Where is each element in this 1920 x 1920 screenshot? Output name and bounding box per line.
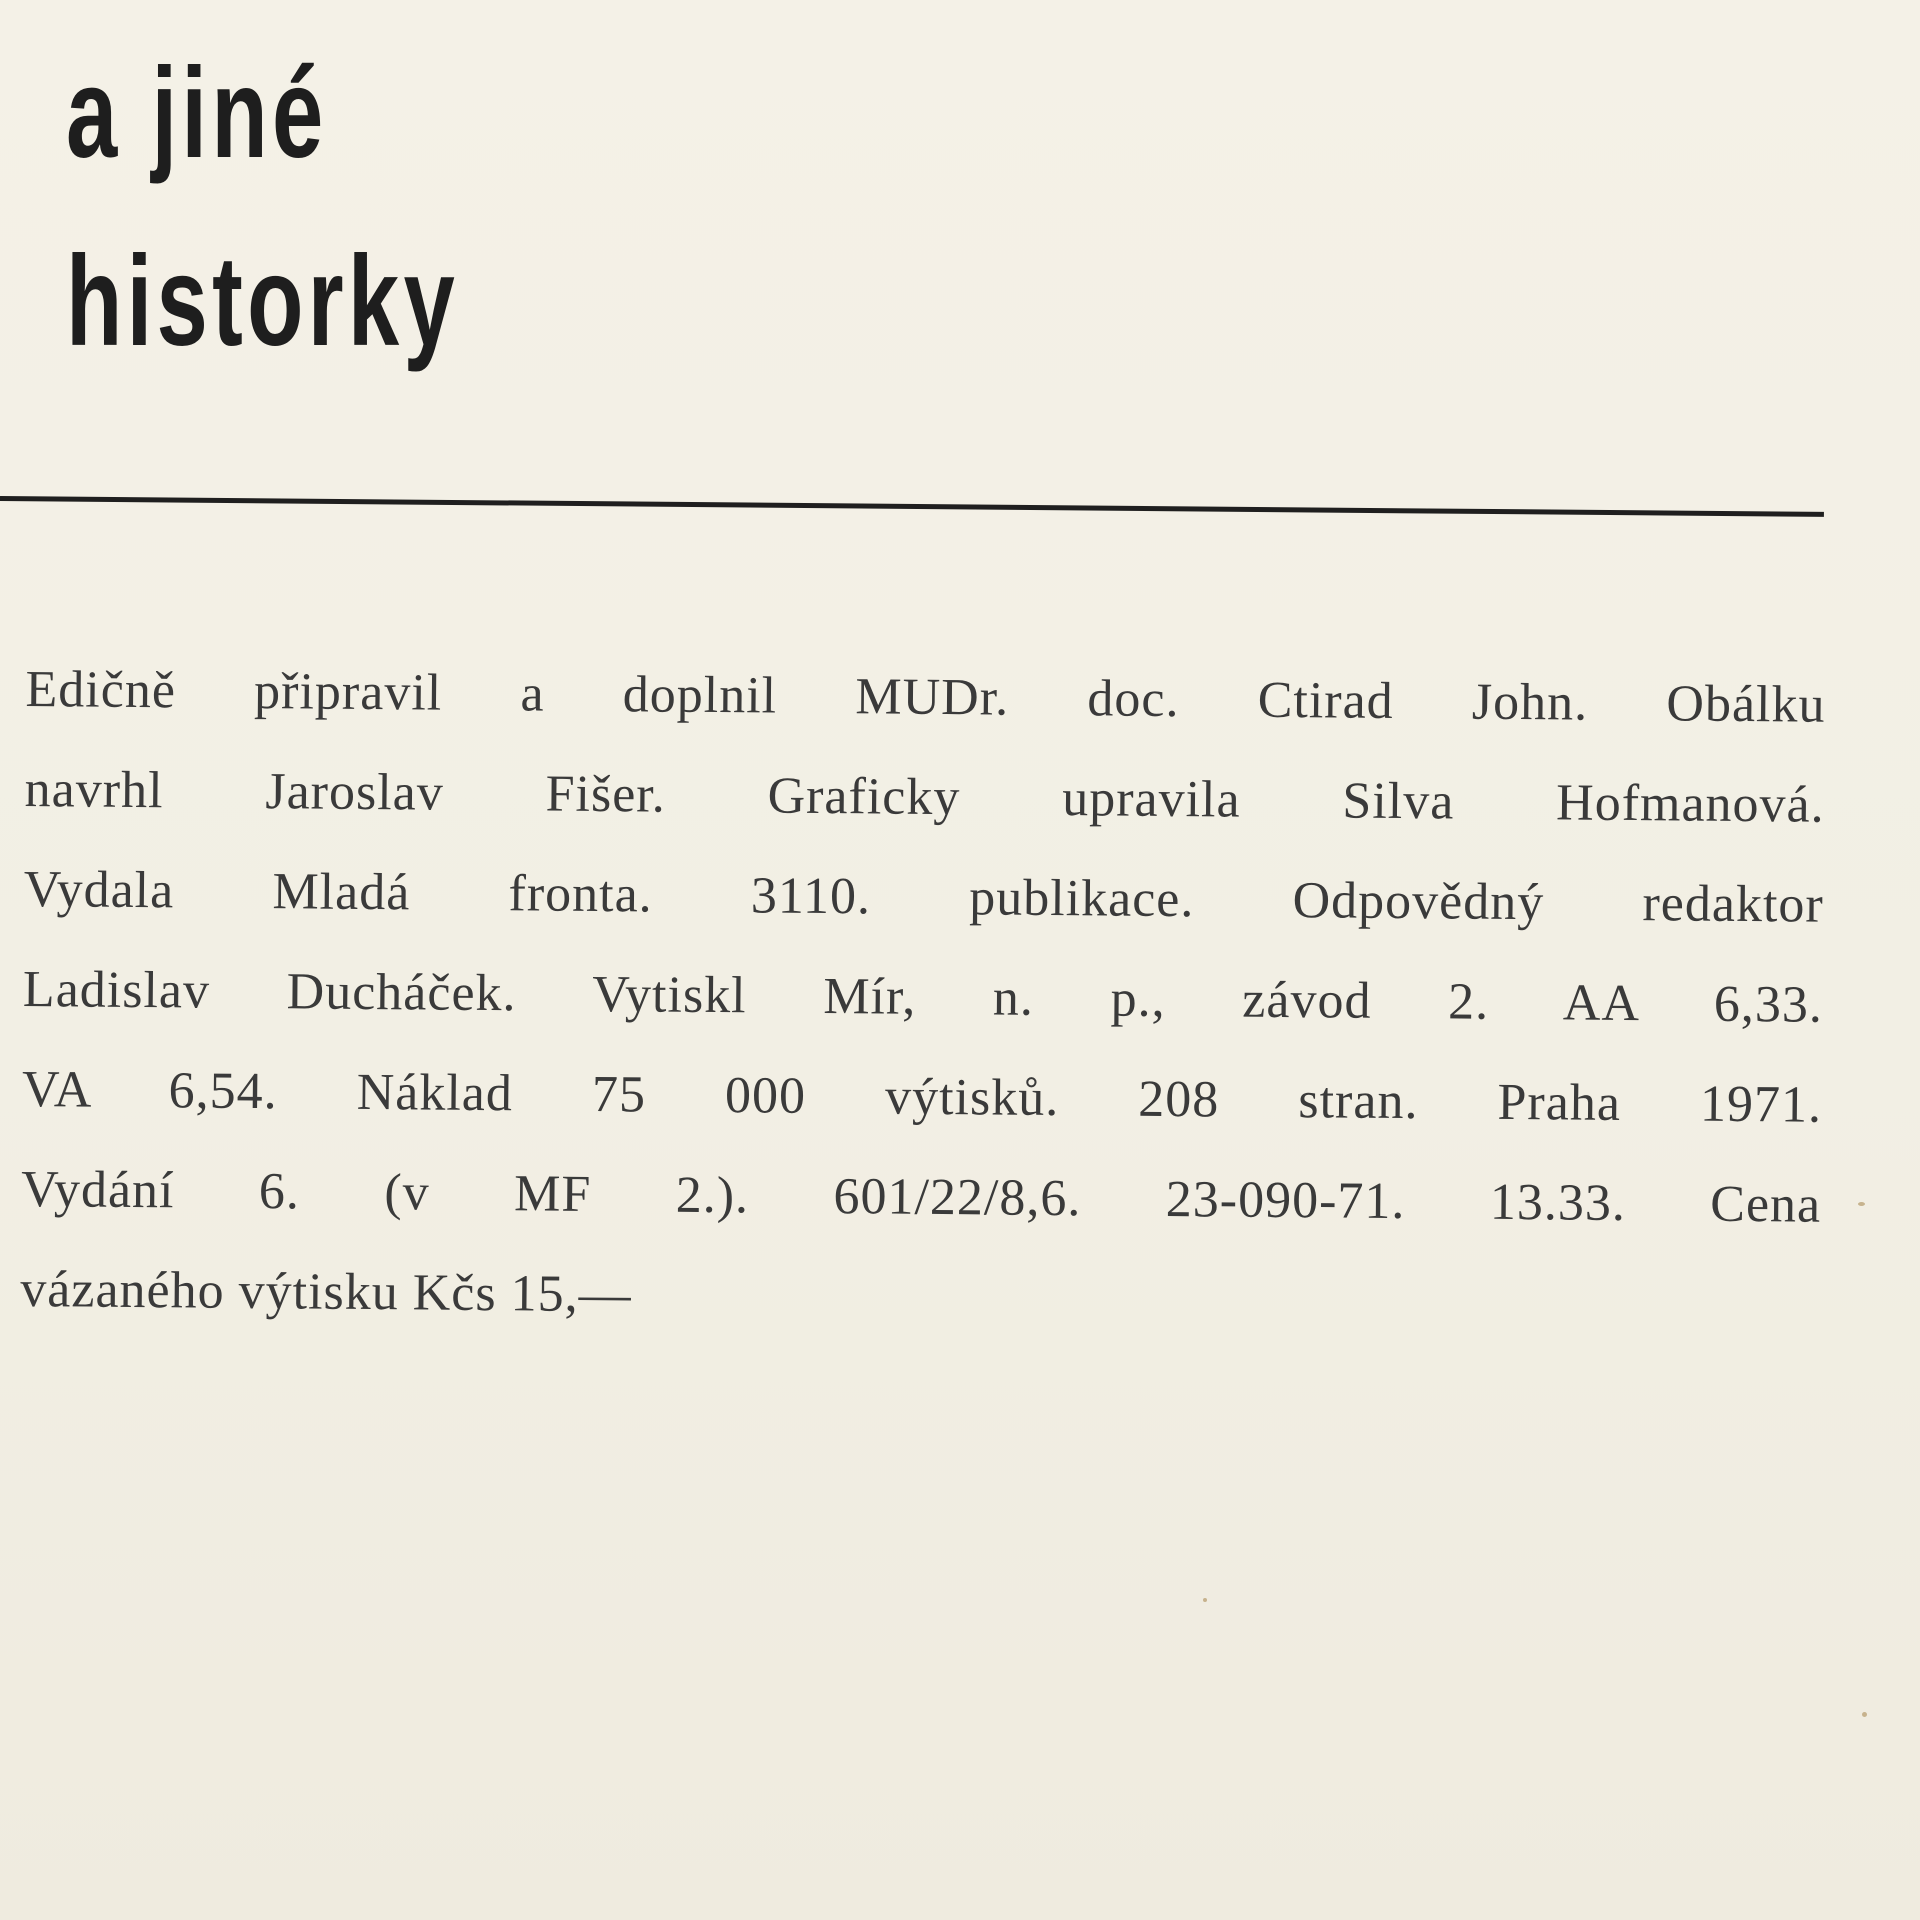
- paper-speck: [1862, 1712, 1867, 1717]
- imprint-line: navrhl Jaroslav Fišer. Graficky upravila Silva Hofmanová.: [24, 760, 1825, 834]
- title-line-1: a jiné: [66, 42, 328, 185]
- imprint-line: VA 6,54. Náklad 75 000 výtisků. 208 stran. Praha 1971.: [21, 1060, 1823, 1134]
- imprint-line: Ladislav Ducháček. Vytiskl Mír, n. p., závod 2. AA 6,33.: [22, 960, 1824, 1034]
- imprint-line: vázaného výtisku Kčs 15,—: [20, 1260, 632, 1324]
- imprint-line: Vydala Mladá fronta. 3110. publikace. Odpovědný redaktor: [23, 860, 1825, 934]
- horizontal-rule: [0, 496, 1824, 517]
- imprint-line: Vydání 6. (v MF 2.). 601/22/8,6. 23-090-71. 13.33. Cena: [20, 1160, 1822, 1234]
- imprint-line: Edičně připravil a doplnil MUDr. doc. Ctirad John. Obálku: [25, 660, 1826, 734]
- paper-speck: [1203, 1598, 1207, 1602]
- title-line-2: historky: [66, 230, 460, 373]
- imprint-block: [20, 640, 1826, 1356]
- paper-speck: [1858, 1202, 1865, 1206]
